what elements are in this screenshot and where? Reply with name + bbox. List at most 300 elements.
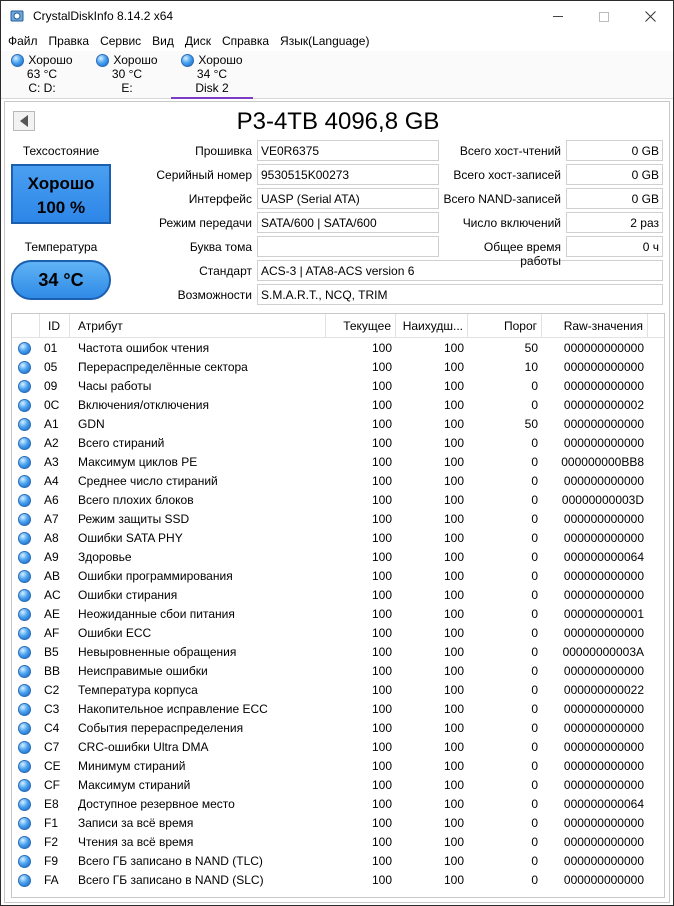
- attribute-worst: 100: [443, 512, 464, 526]
- attribute-id: A1: [44, 417, 59, 431]
- table-row[interactable]: [12, 814, 664, 833]
- table-row[interactable]: [12, 453, 664, 472]
- attribute-worst: 100: [443, 759, 464, 773]
- attribute-name: Ошибки программирования: [78, 569, 233, 583]
- host-reads-label: Всего хост-чтений: [459, 144, 561, 158]
- attribute-threshold: 0: [531, 493, 538, 507]
- attribute-id: CF: [44, 778, 60, 792]
- power-on-count-label: Число включений: [462, 216, 561, 230]
- close-button[interactable]: [627, 1, 673, 32]
- attribute-threshold: 0: [531, 626, 538, 640]
- table-row[interactable]: [12, 700, 664, 719]
- attribute-name: Режим защиты SSD: [78, 512, 190, 526]
- attribute-name: Температура корпуса: [78, 683, 198, 697]
- attribute-raw: 000000000000: [563, 854, 644, 868]
- column-header-id[interactable]: ID: [40, 314, 70, 338]
- attribute-worst: 100: [443, 455, 464, 469]
- attribute-current: 100: [371, 626, 392, 640]
- health-status-icon: [18, 741, 31, 754]
- disk-tab-temp: 30 °C: [111, 67, 143, 81]
- table-row[interactable]: [12, 795, 664, 814]
- attribute-threshold: 0: [531, 664, 538, 678]
- attribute-worst: 100: [443, 341, 464, 355]
- attribute-name: Максимум стираний: [78, 778, 191, 792]
- health-status-icon: [18, 855, 31, 868]
- attribute-worst: 100: [443, 835, 464, 849]
- attribute-raw: 000000000001: [563, 607, 644, 621]
- attribute-current: 100: [371, 588, 392, 602]
- attribute-current: 100: [371, 455, 392, 469]
- attribute-id: F9: [44, 854, 59, 868]
- nand-writes-label: Всего NAND-записей: [443, 192, 561, 206]
- table-row[interactable]: [12, 567, 664, 586]
- health-status-icon: [18, 570, 31, 583]
- attribute-current: 100: [371, 398, 392, 412]
- menu-file[interactable]: Файл: [8, 34, 38, 48]
- attribute-id: C2: [44, 683, 60, 697]
- attribute-name: Чтения за всё время: [78, 835, 194, 849]
- attribute-name: Всего ГБ записано в NAND (TLC): [78, 854, 263, 868]
- attribute-id: F1: [44, 816, 59, 830]
- table-row[interactable]: [12, 643, 664, 662]
- attribute-id: A4: [44, 474, 59, 488]
- disk-tab-status: Хорошо: [198, 53, 243, 67]
- maximize-button[interactable]: [581, 1, 627, 32]
- attribute-worst: 100: [443, 360, 464, 374]
- attribute-raw: 000000000022: [563, 683, 644, 697]
- disk-tab-temp: 34 °C: [196, 67, 228, 81]
- attribute-id: CE: [44, 759, 61, 773]
- attribute-threshold: 0: [531, 398, 538, 412]
- attribute-raw: 000000000000: [563, 436, 644, 450]
- attribute-id: E8: [44, 797, 59, 811]
- column-header-worst[interactable]: Наихудш...: [396, 314, 468, 338]
- attribute-threshold: 10: [524, 360, 538, 374]
- column-header-attribute[interactable]: Атрибут: [70, 314, 326, 338]
- menu-service[interactable]: Сервис: [100, 34, 142, 48]
- attribute-name: Ошибки ECC: [78, 626, 152, 640]
- attribute-raw: 000000000000: [563, 341, 644, 355]
- health-status-icon: [18, 798, 31, 811]
- table-row[interactable]: [12, 738, 664, 757]
- health-status-icon: [18, 589, 31, 602]
- attribute-name: События перераспределения: [78, 721, 244, 735]
- health-status-icon: [18, 380, 31, 393]
- attribute-worst: 100: [443, 607, 464, 621]
- attribute-threshold: 0: [531, 797, 538, 811]
- attribute-worst: 100: [443, 626, 464, 640]
- firmware-value: VE0R6375: [257, 140, 439, 161]
- attribute-raw: 000000000000: [563, 379, 644, 393]
- attribute-id: A9: [44, 550, 59, 564]
- table-row[interactable]: [12, 358, 664, 377]
- disk-info-panel: [4, 101, 670, 903]
- power-on-count-value: 2 раз: [566, 212, 663, 233]
- attribute-threshold: 50: [524, 341, 538, 355]
- health-status-icon: [18, 646, 31, 659]
- table-row[interactable]: [12, 434, 664, 453]
- attribute-id: AE: [44, 607, 61, 621]
- attribute-worst: 100: [443, 854, 464, 868]
- attribute-worst: 100: [443, 474, 464, 488]
- attribute-id: AF: [44, 626, 60, 640]
- standard-value: ACS-3 | ATA8-ACS version 6: [257, 260, 663, 281]
- attribute-id: 09: [44, 379, 58, 393]
- column-header-current[interactable]: Текущее: [326, 314, 396, 338]
- attribute-raw: 000000000000: [563, 360, 644, 374]
- attribute-current: 100: [371, 664, 392, 678]
- smart-table[interactable]: [11, 313, 665, 898]
- attribute-worst: 100: [443, 645, 464, 659]
- attribute-raw: 000000000000: [563, 626, 644, 640]
- attribute-name: Ошибки SATA PHY: [78, 531, 183, 545]
- health-status-icon: [18, 627, 31, 640]
- attribute-current: 100: [371, 778, 392, 792]
- attribute-current: 100: [371, 341, 392, 355]
- attribute-name: Максимум циклов PE: [78, 455, 198, 469]
- menu-bar: [1, 32, 673, 51]
- attribute-id: C4: [44, 721, 60, 735]
- attribute-id: A6: [44, 493, 59, 507]
- serial-label: Серийный номер: [156, 168, 252, 182]
- attribute-raw: 000000000000: [563, 664, 644, 678]
- attribute-threshold: 0: [531, 702, 538, 716]
- menu-view[interactable]: Вид: [152, 34, 174, 48]
- attribute-name: Ошибки стирания: [78, 588, 178, 602]
- menu-language[interactable]: Язык(Language): [280, 34, 370, 48]
- attribute-worst: 100: [443, 417, 464, 431]
- attribute-threshold: 0: [531, 436, 538, 450]
- attribute-worst: 100: [443, 550, 464, 564]
- column-header-raw[interactable]: Raw-значения: [542, 314, 648, 338]
- attribute-name: Всего стираний: [78, 436, 165, 450]
- attribute-worst: 100: [443, 740, 464, 754]
- maximize-icon: [599, 12, 609, 22]
- attribute-raw: 000000000000: [563, 569, 644, 583]
- attribute-name: Часы работы: [78, 379, 152, 393]
- column-header-status[interactable]: [12, 314, 40, 338]
- attribute-worst: 100: [443, 702, 464, 716]
- health-status-icon: [18, 532, 31, 545]
- attribute-name: Среднее число стираний: [78, 474, 218, 488]
- attribute-id: F2: [44, 835, 59, 849]
- table-row[interactable]: [12, 529, 664, 548]
- attribute-current: 100: [371, 645, 392, 659]
- attribute-name: Всего плохих блоков: [78, 493, 194, 507]
- attribute-current: 100: [371, 417, 392, 431]
- attribute-name: Перераспределённые сектора: [78, 360, 248, 374]
- health-status-icon: [18, 475, 31, 488]
- attribute-current: 100: [371, 493, 392, 507]
- interface-label: Интерфейс: [188, 192, 252, 206]
- health-status-icon: [18, 513, 31, 526]
- attribute-current: 100: [371, 683, 392, 697]
- health-status-text: Хорошо: [27, 174, 95, 193]
- table-row[interactable]: [12, 681, 664, 700]
- temperature-label: Температура: [24, 240, 98, 254]
- power-on-hours-value: 0 ч: [566, 236, 663, 257]
- host-reads-value: 0 GB: [566, 140, 663, 161]
- health-percent: 100 %: [36, 198, 86, 217]
- health-status-icon: [18, 684, 31, 697]
- attribute-worst: 100: [443, 493, 464, 507]
- attribute-name: GDN: [78, 417, 105, 431]
- table-row[interactable]: [12, 757, 664, 776]
- table-row[interactable]: [12, 833, 664, 852]
- attribute-worst: 100: [443, 531, 464, 545]
- table-row[interactable]: [12, 719, 664, 738]
- health-status-icon: [18, 399, 31, 412]
- attribute-current: 100: [371, 721, 392, 735]
- health-status-icon: [18, 722, 31, 735]
- host-writes-value: 0 GB: [566, 164, 663, 185]
- attribute-id: FA: [44, 873, 59, 887]
- attribute-id: A8: [44, 531, 59, 545]
- attribute-threshold: 0: [531, 379, 538, 393]
- health-status-icon: [18, 437, 31, 450]
- attribute-current: 100: [371, 379, 392, 393]
- standard-label: Стандарт: [199, 264, 252, 278]
- menu-help[interactable]: Справка: [221, 34, 270, 48]
- attribute-worst: 100: [443, 588, 464, 602]
- temperature-badge: [11, 260, 111, 300]
- menu-disk[interactable]: Диск: [184, 34, 211, 48]
- health-status-icon: [96, 54, 109, 67]
- health-status-badge: [11, 164, 111, 224]
- attribute-current: 100: [371, 873, 392, 887]
- attribute-threshold: 0: [531, 607, 538, 621]
- attribute-current: 100: [371, 854, 392, 868]
- attribute-worst: 100: [443, 379, 464, 393]
- attribute-threshold: 0: [531, 455, 538, 469]
- volume-value: [257, 236, 439, 257]
- attribute-id: A2: [44, 436, 59, 450]
- menu-edit[interactable]: Правка: [48, 34, 90, 48]
- table-row[interactable]: [12, 852, 664, 871]
- table-row[interactable]: [12, 776, 664, 795]
- serial-value: 9530515K00273: [257, 164, 439, 185]
- attribute-id: C7: [44, 740, 60, 754]
- attribute-threshold: 0: [531, 873, 538, 887]
- host-writes-label: Всего хост-записей: [453, 168, 561, 182]
- features-label: Возможности: [177, 288, 252, 302]
- attribute-id: 05: [44, 360, 58, 374]
- close-icon: [645, 11, 656, 22]
- attribute-name: Здоровье: [78, 550, 132, 564]
- attribute-worst: 100: [443, 569, 464, 583]
- attribute-current: 100: [371, 740, 392, 754]
- attribute-current: 100: [371, 816, 392, 830]
- attribute-raw: 000000000000: [563, 474, 644, 488]
- table-row[interactable]: [12, 548, 664, 567]
- attribute-current: 100: [371, 569, 392, 583]
- disk-tabs: [1, 51, 673, 99]
- attribute-current: 100: [371, 474, 392, 488]
- attribute-name: Неисправимые ошибки: [78, 664, 208, 678]
- health-status-icon: [18, 703, 31, 716]
- attribute-threshold: 0: [531, 569, 538, 583]
- health-status-icon: [18, 361, 31, 374]
- attribute-name: Частота ошибок чтения: [78, 341, 210, 355]
- table-row[interactable]: [12, 510, 664, 529]
- attribute-current: 100: [371, 797, 392, 811]
- attribute-worst: 100: [443, 683, 464, 697]
- attribute-raw: 000000000000: [563, 512, 644, 526]
- attribute-threshold: 50: [524, 417, 538, 431]
- health-status-icon: [181, 54, 194, 67]
- attribute-raw: 000000000000: [563, 873, 644, 887]
- disk-tab-name: E:: [121, 81, 133, 95]
- attribute-raw: 000000000000: [563, 835, 644, 849]
- attribute-current: 100: [371, 531, 392, 545]
- temperature-value: 34 °C: [38, 269, 84, 290]
- attribute-id: A7: [44, 512, 59, 526]
- health-status-icon: [18, 608, 31, 621]
- attribute-threshold: 0: [531, 550, 538, 564]
- attribute-id: AC: [44, 588, 61, 602]
- disk-tab-name: C: D:: [28, 81, 56, 95]
- attribute-name: Невыровненные обращения: [78, 645, 237, 659]
- attribute-raw: 000000000000: [563, 721, 644, 735]
- attribute-raw: 000000000000: [563, 417, 644, 431]
- attribute-current: 100: [371, 436, 392, 450]
- attribute-name: Доступное резервное место: [78, 797, 235, 811]
- firmware-label: Прошивка: [195, 144, 252, 158]
- attribute-raw: 000000000000: [563, 702, 644, 716]
- attribute-current: 100: [371, 512, 392, 526]
- attribute-raw: 000000000000: [563, 740, 644, 754]
- attribute-worst: 100: [443, 721, 464, 735]
- disk-tab-temp: 63 °C: [26, 67, 58, 81]
- power-on-hours-label: Общее время работы: [483, 240, 561, 268]
- attribute-name: Накопительное исправление ECC: [78, 702, 268, 716]
- disk-tab-status: Хорошо: [113, 53, 158, 67]
- disk-tab-1[interactable]: [86, 53, 168, 99]
- attribute-name: Всего ГБ записано в NAND (SLC): [78, 873, 264, 887]
- table-row[interactable]: [12, 871, 664, 890]
- health-status-icon: [18, 665, 31, 678]
- attribute-raw: 00000000003A: [562, 645, 644, 659]
- attribute-threshold: 0: [531, 740, 538, 754]
- attribute-worst: 100: [443, 436, 464, 450]
- attribute-id: AB: [44, 569, 61, 583]
- health-status-icon: [18, 494, 31, 507]
- disk-title: P3-4TB 4096,8 GB: [236, 108, 440, 135]
- health-status-icon: [18, 760, 31, 773]
- health-status-icon: [18, 418, 31, 431]
- disk-tab-name: Disk 2: [195, 81, 229, 95]
- attribute-raw: 000000000000: [563, 816, 644, 830]
- attribute-threshold: 0: [531, 835, 538, 849]
- table-row[interactable]: [12, 396, 664, 415]
- attribute-id: 01: [44, 341, 58, 355]
- attribute-raw: 000000000000: [563, 759, 644, 773]
- attribute-raw: 000000000000: [563, 778, 644, 792]
- attribute-threshold: 0: [531, 683, 538, 697]
- attribute-raw: 000000000064: [563, 797, 644, 811]
- health-status-icon: [18, 456, 31, 469]
- health-status-icon: [18, 779, 31, 792]
- table-row[interactable]: [12, 491, 664, 510]
- attribute-threshold: 0: [531, 854, 538, 868]
- attribute-raw: 000000000000: [563, 531, 644, 545]
- app-icon: [10, 9, 24, 23]
- attribute-threshold: 0: [531, 588, 538, 602]
- health-status-icon: [18, 551, 31, 564]
- table-row[interactable]: [12, 624, 664, 643]
- transfer-mode-value: SATA/600 | SATA/600: [257, 212, 439, 233]
- table-row[interactable]: [12, 605, 664, 624]
- attribute-raw: 000000000000: [563, 588, 644, 602]
- attribute-id: A3: [44, 455, 59, 469]
- attribute-current: 100: [371, 835, 392, 849]
- table-row[interactable]: [12, 662, 664, 681]
- attribute-worst: 100: [443, 816, 464, 830]
- health-status-icon: [11, 54, 24, 67]
- window-title: CrystalDiskInfo 8.14.2 x64: [33, 9, 174, 23]
- transfer-mode-label: Режим передачи: [159, 216, 252, 230]
- attribute-id: B5: [44, 645, 59, 659]
- title-bar: [1, 1, 673, 32]
- attribute-raw: 000000000BB8: [561, 455, 644, 469]
- disk-tab-status: Хорошо: [28, 53, 73, 67]
- table-row[interactable]: [12, 339, 664, 358]
- smart-table-header: [12, 314, 664, 338]
- attribute-current: 100: [371, 759, 392, 773]
- table-row[interactable]: [12, 415, 664, 434]
- attribute-threshold: 0: [531, 721, 538, 735]
- attribute-worst: 100: [443, 398, 464, 412]
- minimize-button[interactable]: [535, 1, 581, 32]
- table-row[interactable]: [12, 586, 664, 605]
- attribute-current: 100: [371, 550, 392, 564]
- volume-label: Буква тома: [189, 240, 252, 254]
- attribute-current: 100: [371, 607, 392, 621]
- health-status-icon: [18, 342, 31, 355]
- health-status-icon: [18, 817, 31, 830]
- attribute-name: CRC-ошибки Ultra DMA: [78, 740, 209, 754]
- attribute-name: Минимум стираний: [78, 759, 186, 773]
- minimize-icon: [553, 16, 563, 17]
- disk-tab-2[interactable]: [171, 53, 253, 99]
- disk-tab-0[interactable]: [1, 53, 83, 99]
- nand-writes-value: 0 GB: [566, 188, 663, 209]
- attribute-threshold: 0: [531, 816, 538, 830]
- attribute-name: Неожиданные сбои питания: [78, 607, 235, 621]
- attribute-name: Включения/отключения: [78, 398, 209, 412]
- attribute-id: C3: [44, 702, 60, 716]
- attribute-threshold: 0: [531, 645, 538, 659]
- attribute-worst: 100: [443, 797, 464, 811]
- attribute-raw: 00000000003D: [561, 493, 644, 507]
- attribute-raw: 000000000064: [563, 550, 644, 564]
- attribute-threshold: 0: [531, 474, 538, 488]
- interface-value: UASP (Serial ATA): [257, 188, 439, 209]
- table-row[interactable]: [12, 472, 664, 491]
- attribute-threshold: 0: [531, 759, 538, 773]
- column-header-threshold[interactable]: Порог: [468, 314, 542, 338]
- health-status-icon: [18, 874, 31, 887]
- attribute-name: Записи за всё время: [78, 816, 194, 830]
- attribute-worst: 100: [443, 873, 464, 887]
- attribute-current: 100: [371, 702, 392, 716]
- attribute-worst: 100: [443, 664, 464, 678]
- health-status-icon: [18, 836, 31, 849]
- attribute-threshold: 0: [531, 512, 538, 526]
- table-row[interactable]: [12, 377, 664, 396]
- attribute-raw: 000000000002: [563, 398, 644, 412]
- health-label: Техсостояние: [22, 144, 100, 158]
